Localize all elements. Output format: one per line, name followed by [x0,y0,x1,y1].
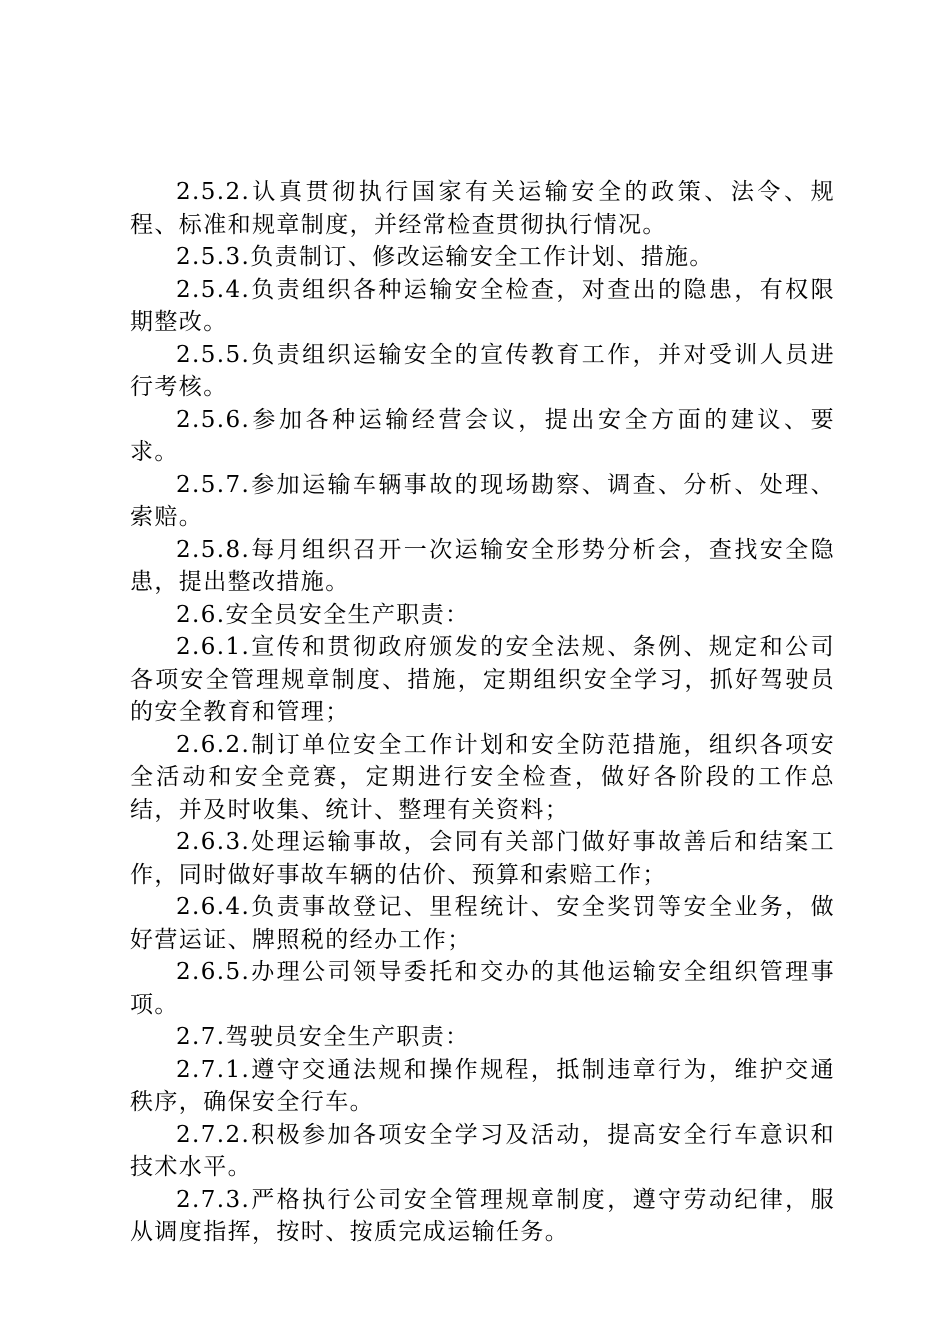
paragraph-2-5-5: 2.5.5.负责组织运输安全的宣传教育工作，并对受训人员进行考核。 [130,341,835,400]
paragraph-2-5-6: 2.5.6.参加各种运输经营会议，提出安全方面的建议、要求。 [130,406,835,465]
paragraph-2-6-5: 2.6.5.办理公司领导委托和交办的其他运输安全组织管理事项。 [130,959,835,1018]
paragraph-2-7-2: 2.7.2.积极参加各项安全学习及活动，提高安全行车意识和技术水平。 [130,1121,835,1180]
paragraph-2-5-4: 2.5.4.负责组织各种运输安全检查，对查出的隐患，有权限期整改。 [130,276,835,335]
paragraph-2-7-1: 2.7.1.遵守交通法规和操作规程，抵制违章行为，维护交通秩序，确保安全行车。 [130,1056,835,1115]
paragraph-2-5-2: 2.5.2.认真贯彻执行国家有关运输安全的政策、法令、规程、标准和规章制度，并经常检查贯彻执行情况。 [130,179,835,238]
paragraph-2-6-4: 2.6.4.负责事故登记、里程统计、安全奖罚等安全业务，做好营运证、牌照税的经办工作； [130,894,835,953]
paragraph-2-6-1: 2.6.1.宣传和贯彻政府颁发的安全法规、条例、规定和公司各项安全管理规章制度、措施，定期组织安全学习，抓好驾驶员的安全教育和管理； [130,634,835,725]
paragraph-2-6-2: 2.6.2.制订单位安全工作计划和安全防范措施，组织各项安全活动和安全竞赛，定期进行安全检查，做好各阶段的工作总结，并及时收集、统计、整理有关资料； [130,731,835,823]
document-body [130,176,835,1249]
paragraph-2-7-3: 2.7.3.严格执行公司安全管理规章制度，遵守劳动纪律，服从调度指挥，按时、按质完成运输任务。 [130,1186,835,1245]
paragraph-2-5-7: 2.5.7.参加运输车辆事故的现场勘察、调查、分析、处理、索赔。 [130,471,835,530]
section-heading-2-7: 2.7.驾驶员安全生产职责： [176,1024,470,1050]
paragraph-2-5-8: 2.5.8.每月组织召开一次运输安全形势分析会，查找安全隐患，提出整改措施。 [130,536,835,595]
paragraph-2-5-3: 2.5.3.负责制订、修改运输安全工作计划、措施。 [176,244,714,270]
paragraph-2-6-3: 2.6.3.处理运输事故，会同有关部门做好事故善后和结案工作，同时做好事故车辆的估价、预算和索赔工作； [130,829,835,888]
section-heading-2-6: 2.6.安全员安全生产职责： [176,601,470,628]
